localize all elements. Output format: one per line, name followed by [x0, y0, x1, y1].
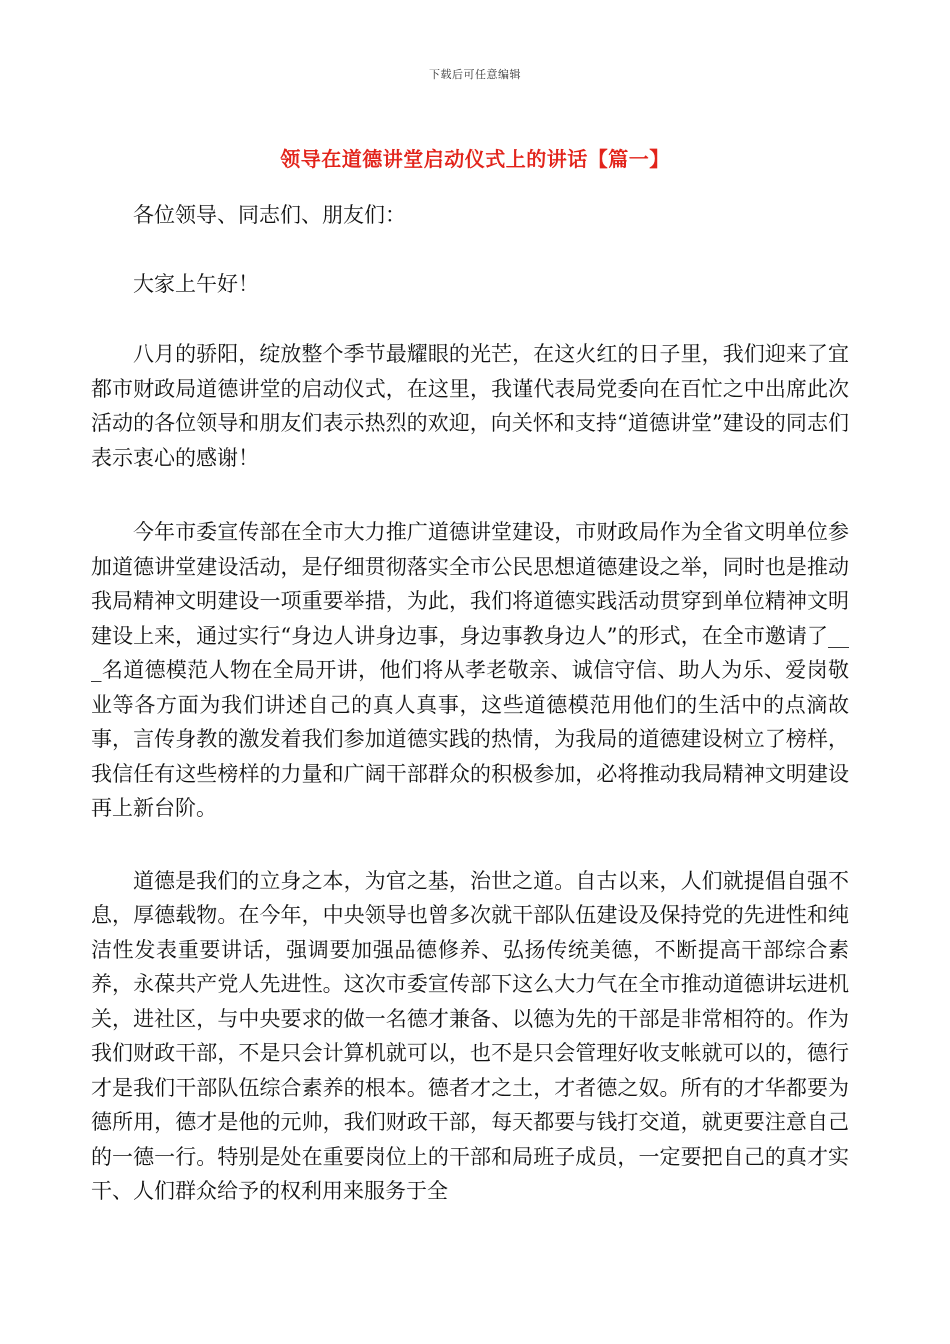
hello-line: 大家上午好！: [133, 271, 259, 296]
greeting-line: 各位领导、同志们、朋友们：: [133, 203, 406, 227]
paragraph-2-part-b: 名道德模范人物在全局开讲，他们将从孝老敬亲、诚信守信、助人为乐、爱岗敬业等各方面为我们讲述自己的真人真事，这些道德模范用他们的生活中的点滴故事，言传身教的激发着我们参加道德实践的热情，为我局的道德建设树立了榜样，我信任有这些榜样的力量和广阔干部群众的积极参加，必将推动我局精神文明建设再上新台阶。: [91, 658, 849, 820]
paragraph-1: 八月的骄阳，绽放整个季节最耀眼的光芒，在这火红的日子里，我们迎来了宜都市财政局道德讲堂的启动仪式，在这里，我谨代表局党委向在百忙之中出席此次活动的各位领导和朋友们表示热烈的欢迎，向关怀和支持“道德讲堂”建设的同志们表示衷心的感谢！: [91, 342, 849, 470]
document-body: [91, 198, 849, 1209]
fill-in-blank: ___: [91, 623, 849, 682]
header-note: 下载后可任意编辑: [429, 68, 521, 81]
paragraph-3: 道德是我们的立身之本，为官之基，治世之道。自古以来，人们就提倡自强不息，厚德载物。在今年，中央领导也曾多次就干部队伍建设及保持党的先进性和纯洁性发表重要讲话，强调要加强品德修养、弘扬传统美德，不断提高干部综合素养，永葆共产党人先进性。这次市委宣传部下这么大力气在全市推动道德讲坛进机关，进社区，与中央要求的做一名德才兼备、以德为先的干部是非常相符的。作为我们财政干部，不是只会计算机就可以，也不是只会管理好收支帐就可以的，德行才是我们干部队伍综合素养的根本。德者才之土，才者德之奴。所有的才华都要为德所用，德才是他的元帅，我们财政干部，每天都要与钱打交道，就更要注意自己的一德一行。特别是处在重要岗位上的干部和局班子成员，一定要把自己的真才实干、人们群众给予的权利用来服务于全: [91, 868, 849, 1203]
document-title: 领导在道德讲堂启动仪式上的讲话【篇一】: [280, 147, 670, 171]
paragraph-2: [91, 515, 849, 826]
paragraph-2-part-a: 今年市委宣传部在全市大力推广道德讲堂建设，市财政局作为全省文明单位参加道德讲堂建设活动，是仔细贯彻落实全市公民思想道德建设之举，同时也是推动我局精神文明建设一项重要举措，为此，我们将道德实践活动贯穿到单位精神文明建设上来，通过实行“身边人讲身边事，身边事教身边人”的形式，在全市邀请了: [91, 520, 849, 648]
